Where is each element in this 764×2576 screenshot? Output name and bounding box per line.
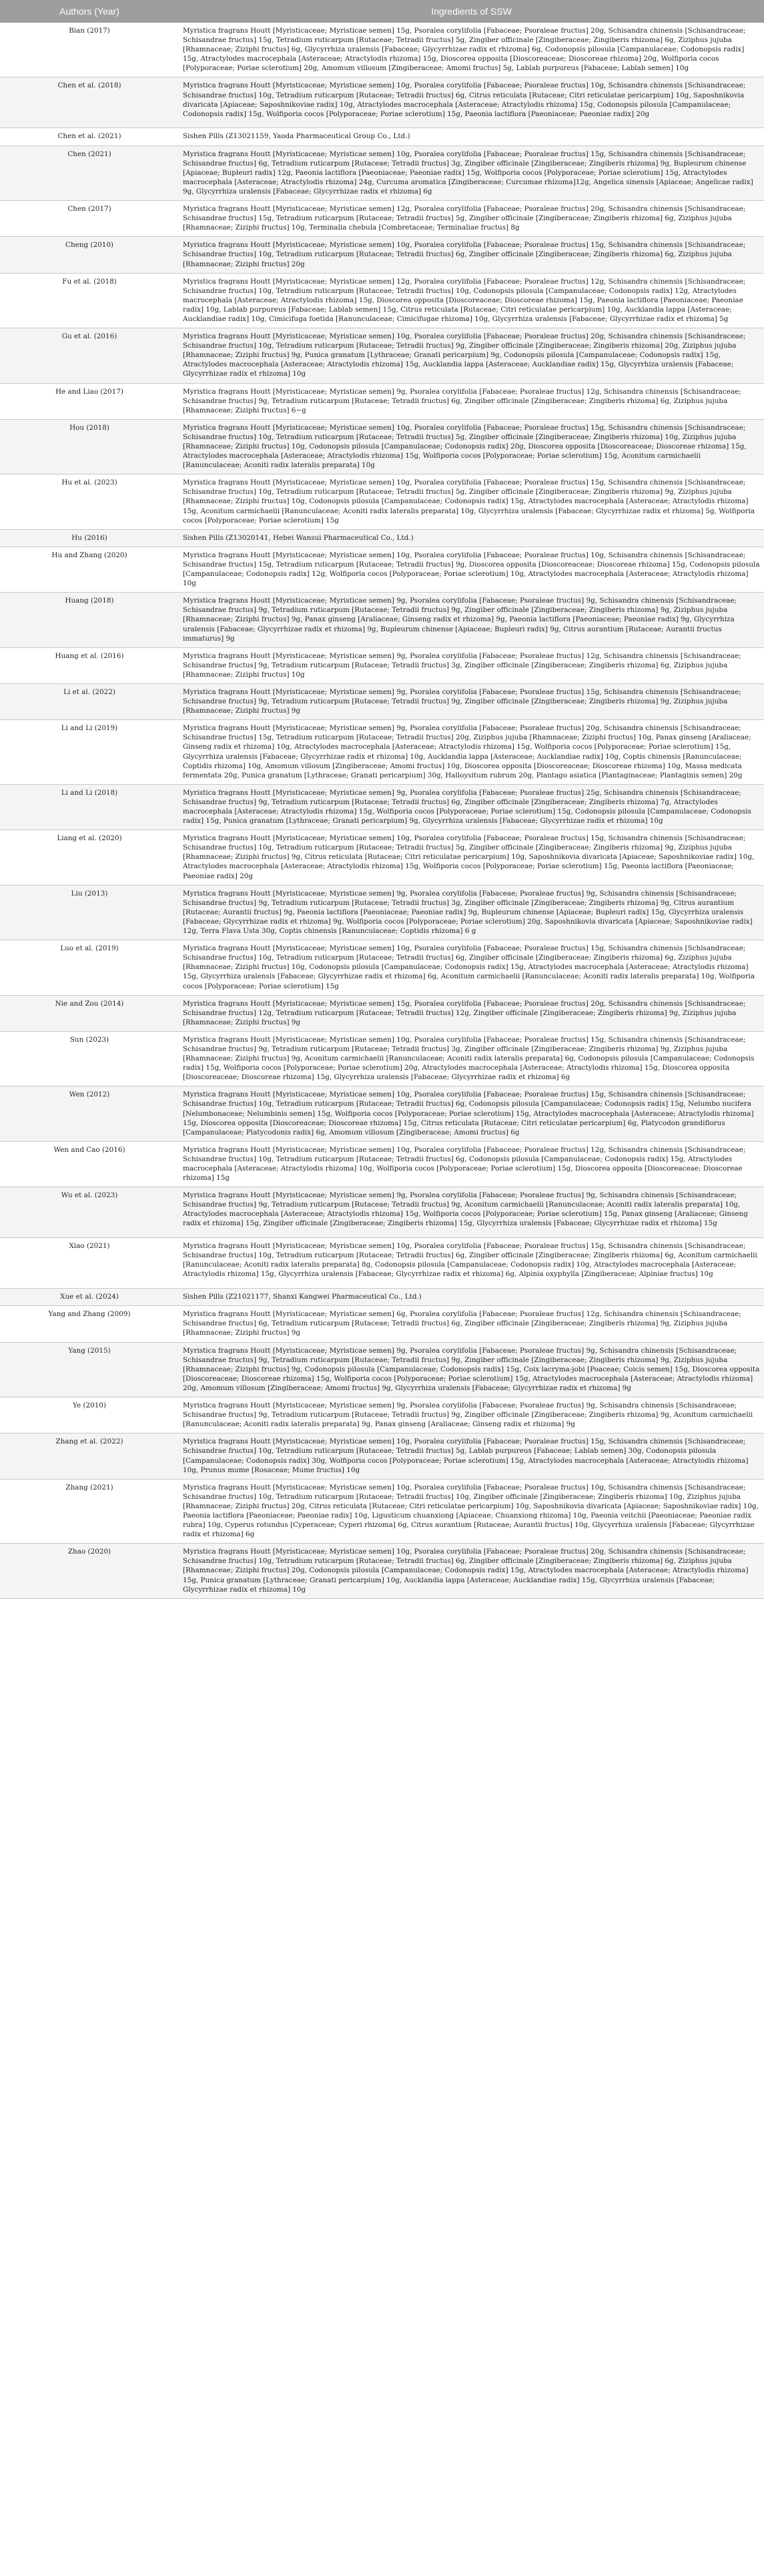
table-row <box>0 1031 764 1086</box>
author-cell: Cheng (2010) <box>0 237 179 273</box>
ingredients-cell: Myristica fragrans Houtt [Myristicaceae; Myristicae semen] 10g, Psoralea corylifolia [Fabaceae; Psoraleae fructus] 15g, Schisandra chinensis [Schisandraceae; Schisandrae fructus] 10g, Tetradium ruticarpum [Rutaceae; Tetradii fructus] 6g, Codonopsis pilosula [Campanulaceae; Codonopsis radix] 15g, Nelumbo nucifera [Nelumbonaceae; Nelumbinis semen] 15g, Wolfiporia cocos [Polyporaceae; Poriae sclerotium] 15g, Atractylodes macrocephala [Asteraceae; Atractylodis rhizoma] 15g, Dioscorea opposita [Dioscoreaceae; Dioscoreae rhizoma] 15g, Citrus reticulata [Rutaceae; Citri reticulatae pericarpium] 6g, Platycodon grandiflorus [Campanulaceae; Platycodonis radix] 6g, Amomum villosum [Zingiberaceae; Amomi fructus] 6g <box>179 1086 764 1141</box>
ingredients-cell: Myristica fragrans Houtt [Myristicaceae; Myristicae semen] 10g, Psoralea corylifolia [Fabaceae; Psoraleae fructus] 12g, Schisandra chinensis [Schisandraceae; Schisandrae fructus] 10g, Tetradium ruticarpum [Rutaceae; Tetradii fructus] 6g, Codonopsis pilosula [Campanulaceae; Codonopsis radix] 15g, Atractylodes macrocephala [Asteraceae; Atractylodis rhizoma] 10g, Wolfiporia cocos [Polyporaceae; Poriae sclerotium] 15g, Dioscorea opposita [Dioscoreaceae; Dioscoreae rhizoma] 15g <box>179 1141 764 1187</box>
table-row <box>0 419 764 474</box>
author-cell: Nie and Zou (2014) <box>0 995 179 1031</box>
ingredients-cell: Sishen Pills (Z21021177, Shanxi Kangwei Pharmaceutical Co., Ltd.) <box>179 1289 764 1306</box>
ingredients-cell: Myristica fragrans Houtt [Myristicaceae; Myristicae semen] 10g, Psoralea corylifolia [Fabaceae; Psoraleae fructus] 15g, Schisandra chinensis [Schisandraceae; Schisandrae fructus] 10g, Tetradium ruticarpum [Rutaceae; Tetradii fructus] 6g, Zingiber officinale [Zingiberaceae; Zingiberis rhizoma] 6g, Ziziphus jujuba [Rhamnaceae; Ziziphi fructus] 10g, Codonopsis pilosula [Campanulaceae; Codonopsis radix] 15g, Atractylodes macrocephala [Asteraceae; Atractylodis rhizoma] 15g, Glycyrrhiza uralensis [Fabaceae; Glycyrrhizae radix et rhizoma] 6g, Aconitum carmichaelii [Ranunculaceae; Aconiti radix lateralis preparata] 10g, Wolfiporia cocos [Polyporaceae; Poriae sclerotium] 15g <box>179 940 764 995</box>
ingredients-cell: Myristica fragrans Houtt [Myristicaceae; Myristicae semen] 9g, Psoralea corylifolia [Fabaceae; Psoraleae fructus] 15g, Schisandra chinensis [Schisandraceae; Schisandrae fructus] 9g, Tetradium ruticarpum [Rutaceae; Tetradii fructus] 9g, Zingiber officinale [Zingiberaceae; Zingiberis rhizoma] 9g, Ziziphus jujuba [Rhamnaceae; Ziziphi fructus] 9g <box>179 683 764 719</box>
ingredients-cell: Sishen Pills (Z13020141, Hebei Wansui Pharmaceutical Co., Ltd.) <box>179 529 764 547</box>
ingredients-cell: Myristica fragrans Houtt [Myristicaceae; Myristicae semen] 10g, Psoralea corylifolia [Fabaceae; Psoraleae fructus] 15g, Schisandra chinensis [Schisandraceae; Schisandrae fructus] 10g, Tetradium ruticarpum [Rutaceae; Tetradii fructus] 5g, Zingiber officinale [Zingiberaceae; Zingiberis rhizoma] 9g, Ziziphus jujuba [Rhamnaceae; Ziziphi fructus] 9g, Citrus reticulata [Rutaceae; Citri reticulatae pericarpium] 10g, Saposhnikovia divaricata [Apiaceae; Saposhnikoviae radix] 10g, Atractylodes macrocephala [Asteraceae; Atractylodis rhizoma] 15g, Wolfiporia cocos [Polyporaceae; Poriae sclerotium] 15g, Paeonia lactiflora [Paeoniaceae; Paeoniae radix] 20g <box>179 830 764 885</box>
ingredients-cell: Myristica fragrans Houtt [Myristicaceae; Myristicae semen] 10g, Psoralea corylifolia [Fabaceae; Psoraleae fructus] 10g, Schisandra chinensis [Schisandraceae; Schisandrae fructus] 10g, Tetradium ruticarpum [Rutaceae; Tetradii fructus] 10g, Zingiber officinale [Zingiberaceae; Zingiberis rhizoma] 10g, Ziziphus jujuba [Rhamnaceae; Ziziphi fructus] 20g, Citrus reticulata [Rutaceae; Citri reticulatae pericarpium] 10g, Saposhnikovia divaricata [Apiaceae; Saposhnikoviae radix] 10g, Paeonia lactiflora [Paeoniaceae; Paeoniae radix] 10g, Ligusticum chuanxiong [Apiaceae; Chuanxiong rhizoma] 10g, Paeonia veitchii [Paeoniaceae; Paeoniae radix rubra] 10g, Cyperus rotundus [Cyperaceae; Cyperi rhizoma] 6g, Citrus aurantium [Rutaceae; Aurantii fructus] 10g, Glycyrrhiza uralensis [Fabaceae; Glycyrrhizae radix et rhizoma] 6g <box>179 1479 764 1544</box>
ingredients-cell: Myristica fragrans Houtt [Myristicaceae; Myristicae semen] 10g, Psoralea corylifolia [Fabaceae; Psoraleae fructus] 15g, Schisandra chinensis [Schisandraceae; Schisandrae fructus] 10g, Tetradium ruticarpum [Rutaceae; Tetradii fructus] 6g, Zingiber officinale [Zingiberaceae; Zingiberis rhizoma] 6g, Aconitum carmichaelii [Ranunculaceae; Aconiti radix lateralis preparata] 8g, Codonopsis pilosula [Campanulaceae; Codonopsis radix] 10g, Atractylodes macrocephala [Asteraceae; Atractylodis rhizoma] 15g, Glycyrrhiza uralensis [Fabaceae; Glycyrrhizae radix et rhizoma] 6g, Alpinia oxyphylla [Zingiberaceae; Alpiniae fructus] 10g <box>179 1238 764 1289</box>
ingredients-cell: Myristica fragrans Houtt [Myristicaceae; Myristicae semen] 9g, Psoralea corylifolia [Fabaceae; Psoraleae fructus] 20g, Schisandra chinensis [Schisandraceae; Schisandrae fructus] 15g, Tetradium ruticarpum [Rutaceae; Tetradii fructus] 20g, Ziziphus jujuba [Rhamnaceae; Ziziphi fructus] 10g, Panax ginseng [Araliaceae; Ginseng radix et rhizoma] 10g, Atractylodes macrocephala [Asteraceae; Atractylodis rhizoma] 15g, Wolfiporia cocos [Polyporaceae; Poriae sclerotium] 15g, Glycyrrhiza uralensis [Fabaceae; Glycyrrhizae radix et rhizoma] 10g, Aucklandia lappa [Asteraceae; Aucklandiae radix] 10g, Coptis chinensis [Ranunculaceae; Coptidis rhizoma] 10g, Amomum villosum [Zingiberaceae; Amomi fructus] 10g, Dioscorea opposita [Dioscoreaceae; Dioscoreae rhizoma] 10g, Massa medicata fermentata 20g, Punica granatum [Lythraceae; Granati pericarpium] 30g, Halloysitum rubrum 20g, Plantago asiatica [Plantaginaceae; Plantaginis semen] 20g <box>179 720 764 785</box>
table-row <box>0 77 764 128</box>
ingredients-cell: Myristica fragrans Houtt [Myristicaceae; Myristicae semen] 9g, Psoralea corylifolia [Fabaceae; Psoraleae fructus] 9g, Schisandra chinensis [Schisandraceae; Schisandrae fructus] 9g, Tetradium ruticarpum [Rutaceae; Tetradii fructus] 9g, Zingiber officinale [Zingiberaceae; Zingiberis rhizoma] 9g, Ziziphus jujuba [Rhamnaceae; Ziziphi fructus] 9g, Panax ginseng [Araliaceae; Ginseng radix et rhizoma] 9g, Paeonia lactiflora [Paeoniaceae; Paeoniae radix] 9g, Glycyrrhiza uralensis [Fabaceae; Glycyrrhizae radix et rhizoma] 9g, Bupleurum chinense [Apiaceae; Bupleuri radix] 9g, Citrus aurantium [Rutaceae; Aurantii fructus immaturus] 9g <box>179 593 764 647</box>
ingredients-cell: Sishen Pills (Z13021159, Yaoda Pharmaceutical Group Co., Ltd.) <box>179 128 764 145</box>
table-row <box>0 885 764 940</box>
ingredients-cell: Myristica fragrans Houtt [Myristicaceae; Myristicae semen] 10g, Psoralea corylifolia [Fabaceae; Psoraleae fructus] 15g, Schisandra chinensis [Schisandraceae; Schisandrae fructus] 6g, Tetradium ruticarpum [Rutaceae; Tetradii fructus] 3g, Zingiber officinale [Zingiberaceae; Zingiberis rhizoma] 9g, Bupleurum chinense [Apiaceae; Bupleuri radix] 12g, Paeonia lactiflora [Paeoniaceae; Paeoniae radix] 15g, Wolfiporia cocos [Polyporaceae; Poriae sclerotium] 15g, Atractylodes macrocephala [Asteraceae; Atractylodis rhizoma] 24g, Curcuma aromatica [Zingiberaceae; Curcumae rhizoma]12g, Angelica sinensis [Apiaceae; Angelicae radix] 9g, Glycyrrhiza uralensis [Fabaceae; Glycyrrhizae radix et rhizoma] 6g <box>179 145 764 200</box>
ingredients-cell: Myristica fragrans Houtt [Myristicaceae; Myristicae semen] 10g, Psoralea corylifolia [Fabaceae; Psoraleae fructus] 15g, Schisandra chinensis [Schisandraceae; Schisandrae fructus] 10g, Tetradium ruticarpum [Rutaceae; Tetradii fructus] 6g, Zingiber officinale [Zingiberaceae; Zingiberis rhizoma] 6g, Ziziphus jujuba [Rhamnaceae; Ziziphi fructus] 20g <box>179 237 764 273</box>
table-row <box>0 1187 764 1238</box>
ingredients-cell: Myristica fragrans Houtt [Myristicaceae; Myristicae semen] 15g, Psoralea corylifolia [Fabaceae; Psoraleae fructus] 20g, Schisandra chinensis [Schisandraceae; Schisandrae fructus] 15g, Tetradium ruticarpum [Rutaceae; Tetradii fructus] 5g, Zingiber officinale [Zingiberaceae; Zingiberis rhizoma] 6g, Ziziphus jujuba [Rhamnaceae; Ziziphi fructus] 6g, Glycyrrhiza uralensis [Fabaceae; Glycyrrhizae radix et rhizoma] 6g, Codonopsis pilosula [Campanulaceae; Codonopsis radix] 15g, Atractylodes macrocephala [Asteraceae; Atractylodis rhizoma] 15g, Dioscorea opposita [Dioscoreaceae; Dioscoreae rhizoma] 20g, Wolfiporia cocos [Polyporaceae; Poriae sclerotium] 20g, Amomum villosum [Zingiberaceae; Amomi fructus] 5g, Lablab purpureus [Fabaceae; Lablab semen] 10g <box>179 23 764 77</box>
ingredients-cell: Myristica fragrans Houtt [Myristicaceae; Myristicae semen] 9g, Psoralea corylifolia [Fabaceae; Psoraleae fructus] 9g, Schisandra chinensis [Schisandraceae; Schisandrae fructus] 9g, Tetradium ruticarpum [Rutaceae; Tetradii fructus] 9g, Zingiber officinale [Zingiberaceae; Zingiberis rhizoma] 9g, Aconitum carmichaelii [Ranunculaceae; Aconiti radix lateralis preparata] 9g, Panax ginseng [Araliaceae; Ginseng radix et rhizoma] 9g <box>179 1397 764 1433</box>
author-cell: Wen and Cao (2016) <box>0 1141 179 1187</box>
table-row <box>0 273 764 328</box>
author-cell: Zhang (2021) <box>0 1479 179 1544</box>
author-cell: Liang et al. (2020) <box>0 830 179 885</box>
table-row <box>0 23 764 77</box>
ingredients-cell: Myristica fragrans Houtt [Myristicaceae; Myristicae semen] 10g, Psoralea corylifolia [Fabaceae; Psoraleae fructus] 10g, Schisandra chinensis [Schisandraceae; Schisandrae fructus] 10g, Tetradium ruticarpum [Rutaceae; Tetradii fructus] 6g, Citrus reticulata [Rutaceae; Citri reticulatae pericarpium] 10g, Saposhnikovia divaricata [Apiaceae; Saposhnikoviae radix] 10g, Atractylodes macrocephala [Asteraceae; Atractylodis rhizoma] 15g, Codonopsis pilosula [Campanulaceae; Codonopsis radix] 15g, Wolfiporia cocos [Polyporaceae; Poriae sclerotium] 15g, Paeonia lactiflora [Paeoniaceae; Paeoniae radix] 20g <box>179 77 764 128</box>
ingredients-cell: Myristica fragrans Houtt [Myristicaceae; Myristicae semen] 10g, Psoralea corylifolia [Fabaceae; Psoraleae fructus] 15g, Schisandra chinensis [Schisandraceae; Schisandrae fructus] 10g, Tetradium ruticarpum [Rutaceae; Tetradii fructus] 5g, Zingiber officinale [Zingiberaceae; Zingiberis rhizoma] 10g, Ziziphus jujuba [Rhamnaceae; Ziziphi fructus] 10g, Codonopsis pilosula [Campanulaceae; Codonopsis radix] 20g, Dioscorea opposita [Dioscoreaceae; Dioscoreae rhizoma] 15g, Atractylodes macrocephala [Asteraceae; Atractylodis rhizoma] 15g, Wolfiporia cocos [Polyporaceae; Poriae sclerotium] 15g, Aconitum carmichaelii [Ranunculaceae; Aconiti radix lateralis preparata] 10g <box>179 419 764 474</box>
table-row <box>0 593 764 647</box>
author-cell: Chen et al. (2021) <box>0 128 179 145</box>
author-cell: Wen (2012) <box>0 1086 179 1141</box>
table-row <box>0 1086 764 1141</box>
ingredients-cell: Myristica fragrans Houtt [Myristicaceae; Myristicae semen] 15g, Psoralea corylifolia [Fabaceae; Psoraleae fructus] 20g, Schisandra chinensis [Schisandraceae; Schisandrae fructus] 12g, Tetradium ruticarpum [Rutaceae; Tetradii fructus] 12g, Zingiber officinale [Zingiberaceae; Zingiberis rhizoma] 9g, Ziziphus jujuba [Rhamnaceae; Ziziphi fructus] 9g <box>179 995 764 1031</box>
author-cell: Fu et al. (2018) <box>0 273 179 328</box>
ingredients-cell: Myristica fragrans Houtt [Myristicaceae; Myristicae semen] 9g, Psoralea corylifolia [Fabaceae; Psoraleae fructus] 12g, Schisandra chinensis [Schisandraceae; Schisandrae fructus] 9g, Tetradium ruticarpum [Rutaceae; Tetradii fructus] 6g, Zingiber officinale [Zingiberaceae; Zingiberis rhizoma] 6g, Ziziphus jujuba [Rhamnaceae; Ziziphi fructus] 6~g <box>179 383 764 419</box>
table-row <box>0 1433 764 1479</box>
table-row <box>0 145 764 200</box>
table-row <box>0 940 764 995</box>
ingredients-cell: Myristica fragrans Houtt [Myristicaceae; Myristicae semen] 9g, Psoralea corylifolia [Fabaceae; Psoraleae fructus] 9g, Schisandra chinensis [Schisandraceae; Schisandrae fructus] 9g, Tetradium ruticarpum [Rutaceae; Tetradii fructus] 3g, Zingiber officinale [Zingiberaceae; Zingiberis rhizoma] 9g, Citrus aurantium [Rutaceae; Aurantii fructus] 9g, Paeonia lactiflora [Paeoniaceae; Paeoniae radix] 9g, Bupleurum chinense [Apiaceae; Bupleuri radix] 15g, Glycyrrhiza uralensis [Fabaceae; Glycyrrhizae radix et rhizoma] 9g, Wolfiporia cocos [Polyporaceae; Poriae sclerotium] 20g, Saposhnikovia divaricata [Apiaceae; Saposhnikoviae radix] 12g, Terra Flava Usta 30g, Coptis chinensis [Ranunculaceae; Coptidis rhizoma] 6 g <box>179 885 764 940</box>
ingredients-cell: Myristica fragrans Houtt [Myristicaceae; Myristicae semen] 10g, Psoralea corylifolia [Fabaceae; Psoraleae fructus] 20g, Schisandra chinensis [Schisandraceae; Schisandrae fructus] 10g, Tetradium ruticarpum [Rutaceae; Tetradii fructus] 6g, Zingiber officinale [Zingiberaceae; Zingiberis rhizoma] 6g, Ziziphus jujuba [Rhamnaceae; Ziziphi fructus] 20g, Codonopsis pilosula [Campanulaceae; Codonopsis radix] 15g, Atractylodes macrocephala [Asteraceae; Atractylodis rhizoma] 15g, Punica granatum [Lythraceae; Granati pericarpium] 10g, Aucklandia lappa [Asteraceae; Aucklandiae radix] 15g, Glycyrrhiza uralensis [Fabaceae; Glycyrrhizae radix et rhizoma] 10g <box>179 1544 764 1598</box>
author-cell: Gu et al. (2016) <box>0 328 179 383</box>
author-cell: Xiao (2021) <box>0 1238 179 1289</box>
author-cell: Li and Li (2019) <box>0 720 179 785</box>
ingredients-cell: Myristica fragrans Houtt [Myristicaceae; Myristicae semen] 9g, Psoralea corylifolia [Fabaceae; Psoraleae fructus] 9g, Schisandra chinensis [Schisandraceae; Schisandrae fructus] 9g, Tetradium ruticarpum [Rutaceae; Tetradii fructus] 9g, Aconitum carmichaelii [Ranunculaceae; Aconiti radix lateralis preparata] 10g, Atractylodes macrocephala [Asteraceae; Atractylodis rhizoma] 15g, Wolfiporia cocos [Polyporaceae; Poriae sclerotium] 15g, Panax ginseng [Araliaceae; Ginseng radix et rhizoma] 15g, Zingiber officinale [Zingiberaceae; Zingiberis rhizoma] 15g, Glycyrrhiza uralensis [Fabaceae; Glycyrrhizae radix et rhizoma] 15g <box>179 1187 764 1238</box>
author-cell: Huang (2018) <box>0 593 179 647</box>
author-cell: Xue et al. (2024) <box>0 1289 179 1306</box>
author-cell: Zhao (2020) <box>0 1544 179 1598</box>
table-row <box>0 1141 764 1187</box>
author-cell: Chen (2021) <box>0 145 179 200</box>
ingredients-cell: Myristica fragrans Houtt [Myristicaceae; Myristicae semen] 9g, Psoralea corylifolia [Fabaceae; Psoraleae fructus] 25g, Schisandra chinensis [Schisandraceae; Schisandrae fructus] 9g, Tetradium ruticarpum [Rutaceae; Tetradii fructus] 6g, Zingiber officinale [Zingiberaceae; Zingiberis rhizoma] 7g, Atractylodes macrocephala [Asteraceae; Atractylodis rhizoma] 15g, Wolfiporia cocos [Polyporaceae; Poriae sclerotium] 15g, Codonopsis pilosula [Campanulaceae; Codonopsis radix] 15g, Punica granatum [Lythraceae; Granati pericarpium] 9g, Glycyrrhiza uralensis [Fabaceae; Glycyrrhizae radix et rhizoma] 10g <box>179 784 764 830</box>
ingredients-cell: Myristica fragrans Houtt [Myristicaceae; Myristicae semen] 10g, Psoralea corylifolia [Fabaceae; Psoraleae fructus] 10g, Schisandra chinensis [Schisandraceae; Schisandrae fructus] 15g, Tetradium ruticarpum [Rutaceae; Tetradii fructus] 9g, Dioscorea opposita [Dioscoreaceae; Dioscoreae rhizoma] 15g, Codonopsis pilosula [Campanulaceae; Codonopsis radix] 12g, Wolfiporia cocos [Polyporaceae; Poriae sclerotium] 10g, Atractylodes macrocephala [Asteraceae; Atractylodis rhizoma] 10g <box>179 547 764 592</box>
author-cell: He and Liao (2017) <box>0 383 179 419</box>
table-row <box>0 1238 764 1289</box>
ingredients-cell: Myristica fragrans Houtt [Myristicaceae; Myristicae semen] 9g, Psoralea corylifolia [Fabaceae; Psoraleae fructus] 9g, Schisandra chinensis [Schisandraceae; Schisandrae fructus] 9g, Tetradium ruticarpum [Rutaceae; Tetradii fructus] 9g, Zingiber officinale [Zingiberaceae; Zingiberis rhizoma] 9g, Ziziphus jujuba [Rhamnaceae; Ziziphi fructus] 9g, Codonopsis pilosula [Campanulaceae; Codonopsis radix] 15g, Coix lacryma-jobi [Poaceae; Coicis semen] 15g, Dioscorea opposita [Dioscoreaceae; Dioscoreae rhizoma] 15g, Wolfiporia cocos [Polyporaceae; Poriae sclerotium] 15g, Atractylodes macrocephala [Asteraceae; Atractylodis rhizoma] 20g, Amomum villosum [Zingiberaceae; Amomi fructus] 9g, Glycyrrhiza uralensis [Fabaceae; Glycyrrhizae radix et rhizoma] 9g <box>179 1342 764 1397</box>
table-row <box>0 784 764 830</box>
author-cell: Li et al. (2022) <box>0 683 179 719</box>
table-row <box>0 328 764 383</box>
table-row <box>0 201 764 237</box>
table-row <box>0 237 764 273</box>
author-cell: Wu et al. (2023) <box>0 1187 179 1238</box>
ingredients-cell: Myristica fragrans Houtt [Myristicaceae; Myristicae semen] 12g, Psoralea corylifolia [Fabaceae; Psoraleae fructus] 20g, Schisandra chinensis [Schisandraceae; Schisandrae fructus] 15g, Tetradium ruticarpum [Rutaceae; Tetradii fructus] 5g, Zingiber officinale [Zingiberaceae; Zingiberis rhizoma] 6g, Ziziphus jujuba [Rhamnaceae; Ziziphi fructus] 10g, Terminalia chebula [Combretaceae; Terminaliae fructus] 8g <box>179 201 764 237</box>
author-cell: Hu (2016) <box>0 529 179 547</box>
table-row <box>0 1479 764 1544</box>
author-cell: Zhang et al. (2022) <box>0 1433 179 1479</box>
ingredients-cell: Myristica fragrans Houtt [Myristicaceae; Myristicae semen] 10g, Psoralea corylifolia [Fabaceae; Psoraleae fructus] 15g, Schisandra chinensis [Schisandraceae; Schisandrae fructus] 10g, Tetradium ruticarpum [Rutaceae; Tetradii fructus] 5g, Zingiber officinale [Zingiberaceae; Zingiberis rhizoma] 9g, Ziziphus jujuba [Rhamnaceae; Ziziphi fructus] 10g, Codonopsis pilosula [Campanulaceae; Codonopsis radix] 15g, Atractylodes macrocephala [Asteraceae; Atractylodis rhizoma] 15g, Aconitum carmichaelii [Ranunculaceae; Aconiti radix lateralis preparata] 10g, Glycyrrhiza uralensis [Fabaceae; Glycyrrhizae radix et rhizoma] 5g, Wolfiporia cocos [Polyporaceae; Poriae sclerotium] 15g <box>179 474 764 529</box>
author-cell: Ye (2010) <box>0 1397 179 1433</box>
column-header-authors: Authors (Year) <box>0 0 179 23</box>
ingredients-cell: Myristica fragrans Houtt [Myristicaceae; Myristicae semen] 9g, Psoralea corylifolia [Fabaceae; Psoraleae fructus] 12g, Schisandra chinensis [Schisandraceae; Schisandrae fructus] 9g, Tetradium ruticarpum [Rutaceae; Tetradii fructus] 3g, Zingiber officinale [Zingiberaceae; Zingiberis rhizoma] 6g, Ziziphus jujuba [Rhamnaceae; Ziziphi fructus] 10g <box>179 647 764 683</box>
table-row <box>0 995 764 1031</box>
table-row <box>0 720 764 785</box>
author-cell: Yang and Zhang (2009) <box>0 1306 179 1342</box>
table-header-row <box>0 0 764 23</box>
ingredients-cell: Myristica fragrans Houtt [Myristicaceae; Myristicae semen] 10g, Psoralea corylifolia [Fabaceae; Psoraleae fructus] 15g, Schisandra chinensis [Schisandraceae; Schisandrae fructus] 10g, Tetradium ruticarpum [Rutaceae; Tetradii fructus] 5g, Lablab purpureus [Fabaceae; Lablab semen] 30g, Codonopsis pilosula [Campanulaceae; Codonopsis radix] 30g, Wolfiporia cocos [Polyporaceae; Poriae sclerotium] 15g, Atractylodes macrocephala [Asteraceae; Atractylodis rhizoma] 10g, Prunus mume [Rosaceae; Mume fructus] 10g <box>179 1433 764 1479</box>
author-cell: Li and Li (2018) <box>0 784 179 830</box>
table-row <box>0 529 764 547</box>
author-cell: Bian (2017) <box>0 23 179 77</box>
column-header-ingredients: Ingredients of SSW <box>179 0 764 23</box>
table-row <box>0 1342 764 1397</box>
author-cell: Hou (2018) <box>0 419 179 474</box>
author-cell: Chen (2017) <box>0 201 179 237</box>
author-cell: Chen et al. (2018) <box>0 77 179 128</box>
author-cell: Yang (2015) <box>0 1342 179 1397</box>
table-row <box>0 383 764 419</box>
table-row <box>0 1544 764 1598</box>
author-cell: Hu et al. (2023) <box>0 474 179 529</box>
table-row <box>0 1306 764 1342</box>
author-cell: Liu (2013) <box>0 885 179 940</box>
author-cell: Sun (2023) <box>0 1031 179 1086</box>
ingredients-cell: Myristica fragrans Houtt [Myristicaceae; Myristicae semen] 10g, Psoralea corylifolia [Fabaceae; Psoraleae fructus] 15g, Schisandra chinensis [Schisandraceae; Schisandrae fructus] 9g, Tetradium ruticarpum [Rutaceae; Tetradii fructus] 3g, Zingiber officinale [Zingiberaceae; Zingiberis rhizoma] 9g, Ziziphus jujuba [Rhamnaceae; Ziziphi fructus] 9g, Aconitum carmichaelii [Ranunculaceae; Aconiti radix lateralis preparata] 6g, Codonopsis pilosula [Campanulaceae; Codonopsis radix] 15g, Wolfiporia cocos [Polyporaceae; Poriae sclerotium] 20g, Atractylodes macrocephala [Asteraceae; Atractylodis rhizoma] 15g, Dioscorea opposita [Dioscoreaceae; Dioscoreae rhizoma] 15g, Glycyrrhiza uralensis [Fabaceae; Glycyrrhizae radix et rhizoma] 6g <box>179 1031 764 1086</box>
table-row <box>0 128 764 145</box>
author-cell: Hu and Zhang (2020) <box>0 547 179 592</box>
ingredients-cell: Myristica fragrans Houtt [Myristicaceae; Myristicae semen] 12g, Psoralea corylifolia [Fabaceae; Psoraleae fructus] 12g, Schisandra chinensis [Schisandraceae; Schisandrae fructus] 10g, Tetradium ruticarpum [Rutaceae; Tetradii fructus] 10g, Codonopsis pilosula [Campanulaceae; Codonopsis radix] 12g, Atractylodes macrocephala [Asteraceae; Atractylodis rhizoma] 15g, Dioscorea opposita [Dioscoreaceae; Dioscoreae rhizoma] 15g, Paeonia lactiflora [Paeoniaceae; Paeoniae radix] 10g, Lablab purpureus [Fabaceae; Lablab semen] 15g, Citrus reticulata [Rutaceae; Citri reticulatae pericarpium] 10g, Aucklandia lappa [Asteraceae; Aucklandiae radix] 10g, Cimicifuga foetida [Ranunculaceae; Cimicifugae rhizoma] 10g, Glycyrrhiza uralensis [Fabaceae; Glycyrrhizae radix et rhizoma] 5g <box>179 273 764 328</box>
ingredients-cell: Myristica fragrans Houtt [Myristicaceae; Myristicae semen] 6g, Psoralea corylifolia [Fabaceae; Psoraleae fructus] 12g, Schisandra chinensis [Schisandraceae; Schisandrae fructus] 6g, Tetradium ruticarpum [Rutaceae; Tetradii fructus] 6g, Zingiber officinale [Zingiberaceae; Zingiberis rhizoma] 9g, Ziziphus jujuba [Rhamnaceae; Ziziphi fructus] 9g <box>179 1306 764 1342</box>
table-row <box>0 547 764 592</box>
table-row <box>0 683 764 719</box>
table-row <box>0 647 764 683</box>
table-row <box>0 474 764 529</box>
table-row <box>0 1397 764 1433</box>
table-body <box>0 23 764 1598</box>
table-row <box>0 1289 764 1306</box>
author-cell: Luo et al. (2019) <box>0 940 179 995</box>
table-row <box>0 830 764 885</box>
ingredients-cell: Myristica fragrans Houtt [Myristicaceae; Myristicae semen] 10g, Psoralea corylifolia [Fabaceae; Psoraleae fructus] 20g, Schisandra chinensis [Schisandraceae; Schisandrae fructus] 10g, Tetradium ruticarpum [Rutaceae; Tetradii fructus] 9g, Zingiber officinale [Zingiberaceae; Zingiberis rhizoma] 20g, Ziziphus jujuba [Rhamnaceae; Ziziphi fructus] 9g, Punica granatum [Lythraceae; Granati pericarpium] 9g, Codonopsis pilosula [Campanulaceae; Codonopsis radix] 15g, Atractylodes macrocephala [Asteraceae; Atractylodis rhizoma] 15g, Aucklandia lappa [Asteraceae; Aucklandiae radix] 15g, Glycyrrhiza uralensis [Fabaceae; Glycyrrhizae radix et rhizoma] 10g <box>179 328 764 383</box>
author-cell: Huang et al. (2016) <box>0 647 179 683</box>
